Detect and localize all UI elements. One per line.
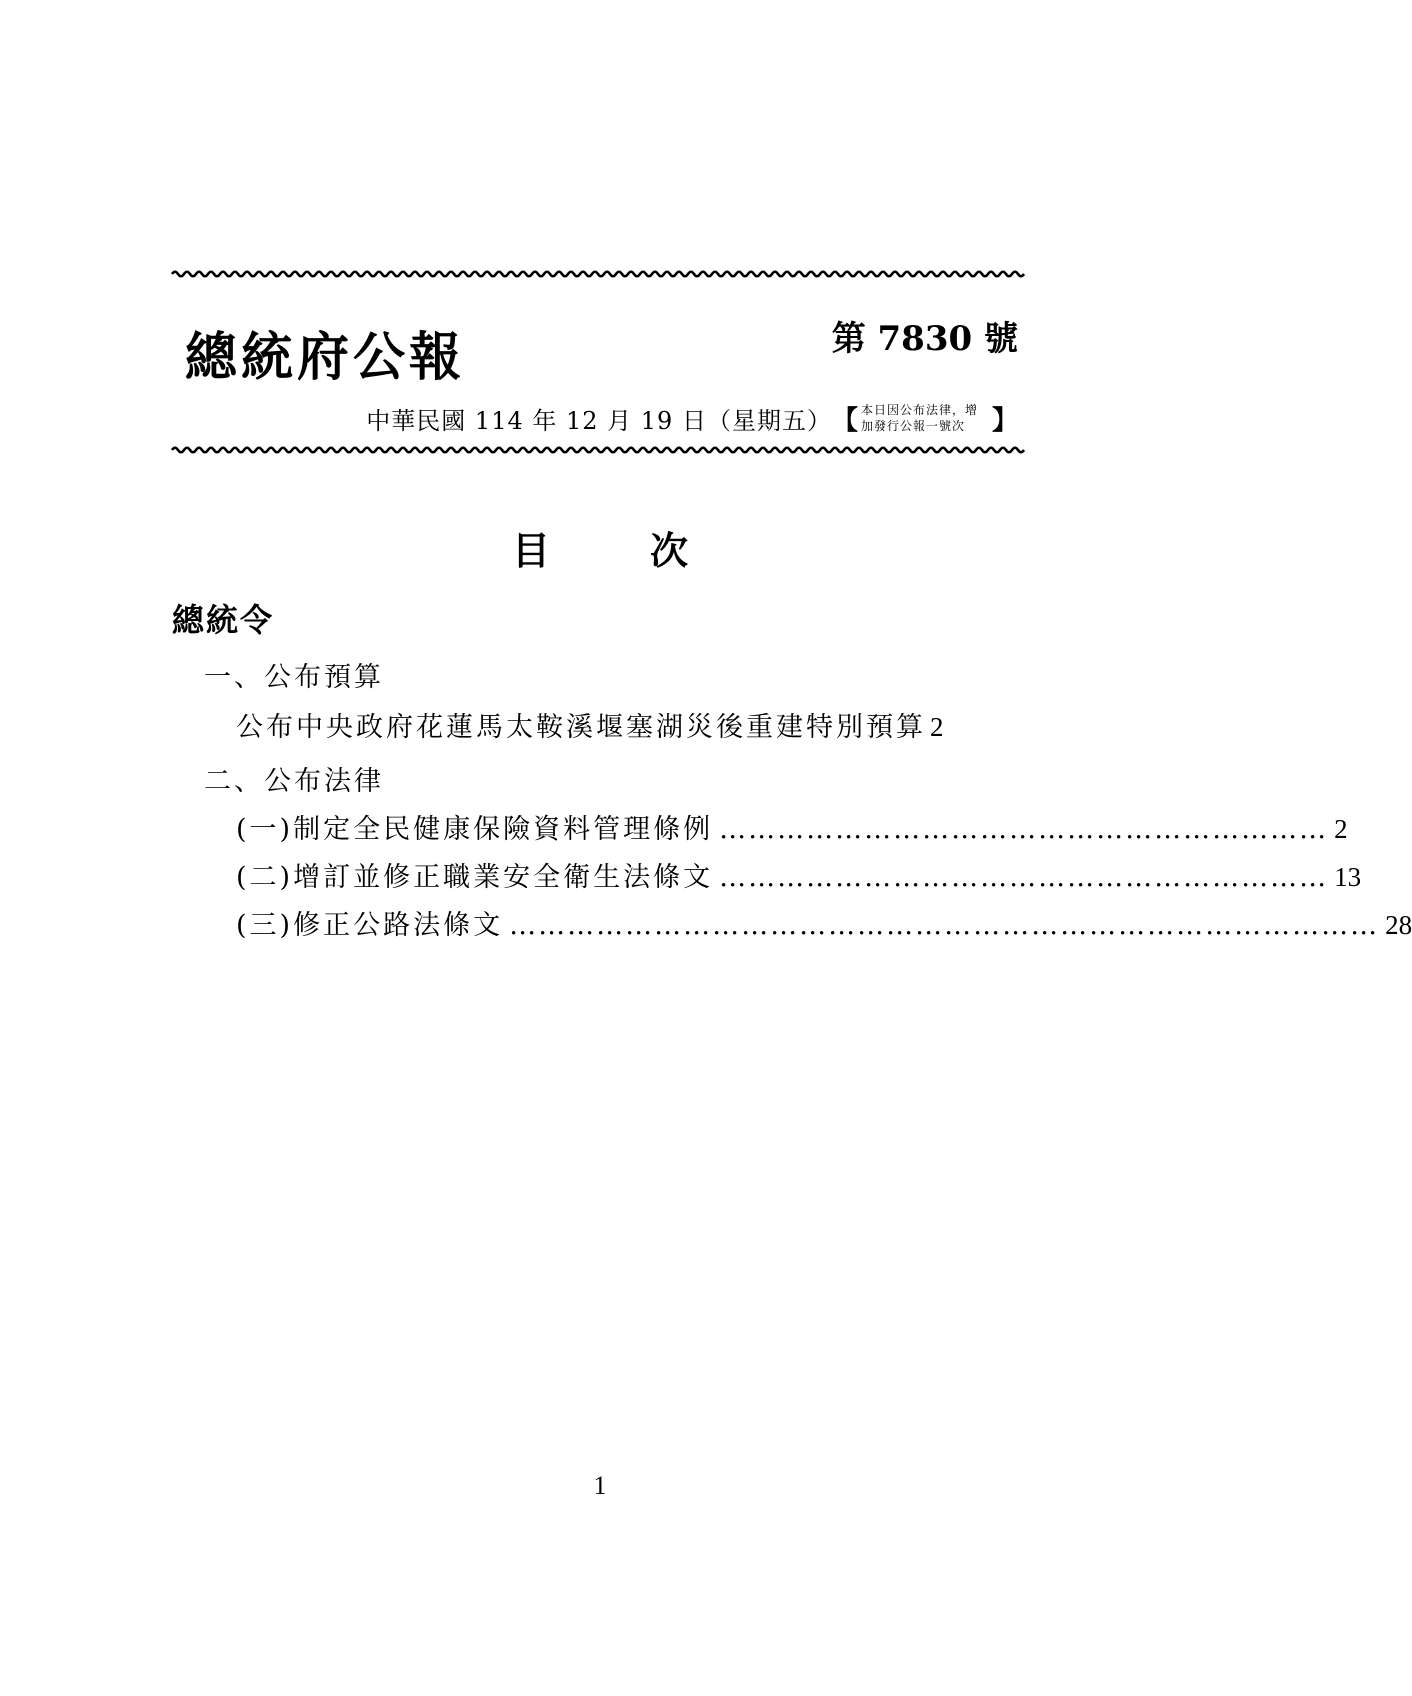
toc-entry-page: 2 xyxy=(930,712,944,742)
gazette-title: 總統府公報 xyxy=(185,328,466,388)
toc-entry-title: (三)修正公路法條文 xyxy=(236,910,504,941)
category-budget: 一、公布預算 xyxy=(204,662,384,693)
toc-entry-budget[interactable] xyxy=(236,714,1030,741)
toc-entry-page: 2 xyxy=(1334,814,1348,844)
bottom-wavy-rule xyxy=(172,442,1020,458)
toc-entry-law-3[interactable] xyxy=(236,910,1412,941)
toc-entry-page: 28 xyxy=(1385,910,1412,940)
issue-date-row xyxy=(366,398,1018,438)
issue-date: 中華民國 114 年 12 月 19 日（星期五） xyxy=(366,406,832,435)
toc-heading-part2: 次 xyxy=(650,529,689,573)
table-of-contents-heading xyxy=(0,529,1200,573)
toc-entry-leader: ……………………………………………………… xyxy=(719,814,1329,845)
top-wavy-rule xyxy=(172,266,1020,282)
note-bracket-left: 【 xyxy=(831,405,858,436)
toc-heading-part1: 目 xyxy=(511,529,550,573)
note-bracket-right: 】 xyxy=(991,405,1018,436)
toc-entry-leader: ……………………………………………………………………………… xyxy=(509,910,1380,941)
category-laws: 二、公布法律 xyxy=(204,766,384,797)
page-number: 1 xyxy=(593,1471,607,1500)
toc-entry-law-2[interactable] xyxy=(236,862,1362,893)
extra-issue-note-line2: 加發行公報一號次 xyxy=(860,419,965,433)
toc-entry-leader: ……………………………………………………… xyxy=(719,862,1329,893)
toc-entry-title: 公布中央政府花蓮馬太鞍溪堰塞湖災後重建特別預算 xyxy=(236,712,926,743)
issue-number: 第 7830 號 xyxy=(831,319,1018,359)
extra-issue-note-line1: 本日因公布法律，增 xyxy=(860,403,978,417)
toc-entry-title: (二)增訂並修正職業安全衛生法條文 xyxy=(236,862,714,893)
section-title: 總統令 xyxy=(172,601,275,639)
extra-issue-note xyxy=(861,402,989,434)
toc-entry-page: 13 xyxy=(1334,862,1362,892)
toc-entry-title: (一)制定全民健康保險資料管理條例 xyxy=(236,814,714,845)
toc-entry-law-1[interactable] xyxy=(236,814,1348,845)
